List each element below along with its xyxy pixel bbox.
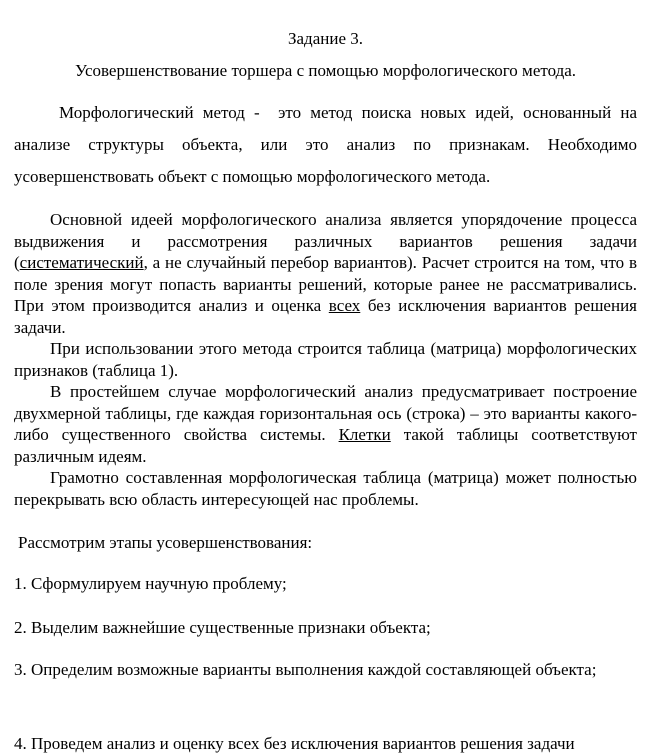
body-paragraph-1 (14, 209, 637, 338)
body-p3-part1: В простейшем случае морфологический анализ предусматривает построение двухмерной таблицы, где каждая горизонтальная ось (строка) – это варианты какого-либо существенного свойства системы. (14, 382, 637, 444)
body-p1-part2: , а не случайный перебор вариантов). Расчет строится на том, что в поле зрения могут попасть варианты решений, которые ранее не рассматривались. При этом производится анализ и оценка (14, 253, 637, 315)
intro-paragraph (14, 97, 637, 193)
underlined-cells: Клетки (338, 425, 391, 444)
body-p1-part3: без исключения вариантов решения задачи. (14, 296, 637, 337)
stage-item-1: 1. Сформулируем научную проблему; (14, 574, 287, 593)
task-label: Задание 3. (288, 29, 363, 48)
task-subtitle: Усовершенствование торшера с помощью морфологического метода. (74, 61, 577, 80)
underlined-all: всех (328, 296, 361, 315)
stage-item-4: 4. Проведем анализ и оценку всех без исключения вариантов решения задачи (14, 734, 575, 753)
intro-text: это метод поиска новых идей, основанный на анализе структуры объекта, или это анализ по признакам. Необходимо усовершенствовать объект с помощью морфологического метода. (14, 103, 638, 186)
body-text (14, 209, 637, 510)
stage-item-2: 2. Выделим важнейшие существенные признаки объекта; (14, 618, 431, 637)
stages-heading: Рассмотрим этапы усовершенствования: (18, 533, 313, 552)
body-p3-part2: такой таблицы соответствуют различным идеям. (14, 425, 637, 466)
body-paragraph-3 (14, 381, 637, 467)
intro-term: Морфологический метод - (59, 103, 260, 122)
body-p1-part1: Основной идеей морфологического анализа является упорядочение процесса выдвижения и рассмотрения различных вариантов решения задачи ( (14, 210, 637, 272)
underlined-systematic: систематический (19, 253, 144, 272)
body-paragraph-4: Грамотно составленная морфологическая таблица (матрица) может полностью перекрывать всю область интересующей нас проблемы. (14, 468, 637, 509)
body-paragraph-2: При использовании этого метода строится таблица (матрица) морфологических признаков (таблица 1). (14, 339, 637, 380)
stage-item-3: 3. Определим возможные варианты выполнения каждой составляющей объекта; (14, 660, 597, 679)
